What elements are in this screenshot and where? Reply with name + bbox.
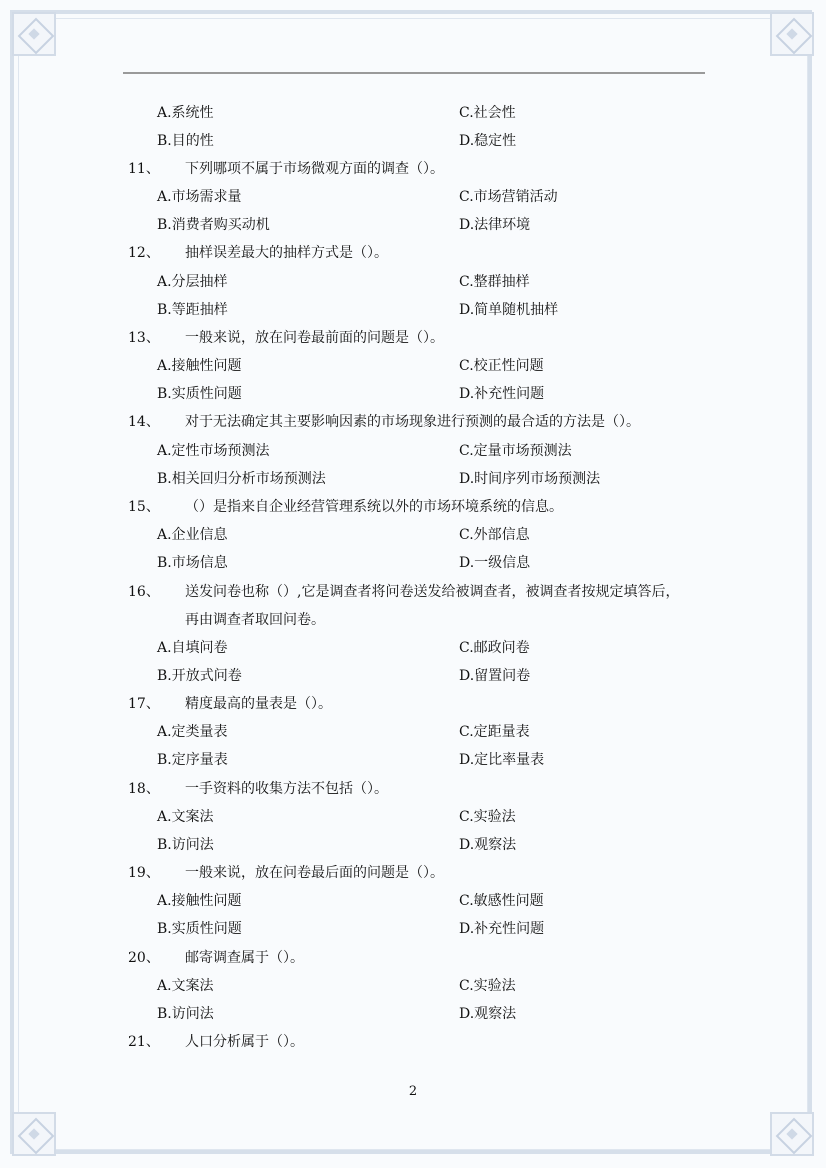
option-row — [0, 976, 826, 996]
option-c: C.邮政问卷 — [459, 640, 530, 656]
option-b: B.等距抽样 — [157, 302, 228, 318]
option-d: D.补充性问题 — [459, 921, 545, 937]
question-number: 18、 — [128, 781, 160, 797]
option-row — [0, 807, 826, 827]
corner-ornament-bottom-right — [770, 1112, 814, 1156]
option-row — [0, 666, 826, 686]
option-b: B.访问法 — [157, 837, 214, 853]
question-text: 一般来说，放在问卷最后面的问题是（）。 — [185, 865, 444, 881]
page-number: 2 — [408, 1084, 418, 1099]
question-row — [0, 863, 826, 883]
option-b: B.定序量表 — [157, 752, 228, 768]
question-text: 抽样误差最大的抽样方式是（）。 — [185, 245, 388, 261]
question-text: 对于无法确定其主要影响因素的市场现象进行预测的最合适的方法是（）。 — [185, 414, 640, 430]
question-number: 14、 — [128, 414, 160, 430]
option-c: C.整群抽样 — [459, 274, 530, 290]
question-row — [0, 694, 826, 714]
question-row — [0, 412, 826, 432]
question-row — [0, 779, 826, 799]
option-c: C.校正性问题 — [459, 358, 544, 374]
question-number: 11、 — [128, 161, 160, 177]
option-row — [0, 525, 826, 545]
option-b: B.实质性问题 — [157, 386, 242, 402]
option-a: A.文案法 — [157, 809, 214, 825]
question-number: 15、 — [128, 499, 160, 515]
question-text: 精度最高的量表是（）。 — [185, 696, 332, 712]
question-text: 送发问卷也称（）,它是调查者将问卷送发给被调查者，被调查者按规定填答后， — [185, 584, 680, 600]
question-number: 17、 — [128, 696, 160, 712]
option-row — [0, 187, 826, 207]
option-row — [0, 103, 826, 123]
option-d: D.稳定性 — [459, 133, 517, 149]
question-row — [0, 328, 826, 348]
option-row — [0, 441, 826, 461]
question-row — [0, 948, 826, 968]
option-c: C.实验法 — [459, 978, 516, 994]
option-b: B.开放式问卷 — [157, 668, 242, 684]
option-b: B.相关回归分析市场预测法 — [157, 471, 326, 487]
corner-ornament-top-left — [12, 12, 56, 56]
question-number: 12、 — [128, 245, 160, 261]
question-text: 一手资料的收集方法不包括（）。 — [185, 781, 388, 797]
option-a: A.文案法 — [157, 978, 214, 994]
option-a: A.接触性问题 — [157, 358, 242, 374]
option-c: C.社会性 — [459, 105, 516, 121]
option-row — [0, 131, 826, 151]
option-row — [0, 919, 826, 939]
option-b: B.目的性 — [157, 133, 214, 149]
option-row — [0, 272, 826, 292]
option-d: D.观察法 — [459, 1006, 517, 1022]
option-a: A.市场需求量 — [157, 189, 242, 205]
question-text: （）是指来自企业经营管理系统以外的市场环境系统的信息。 — [185, 499, 563, 515]
option-c: C.市场营销活动 — [459, 189, 558, 205]
option-a: A.分层抽样 — [157, 274, 228, 290]
option-row — [0, 384, 826, 404]
option-c: C.定量市场预测法 — [459, 443, 572, 459]
option-row — [0, 215, 826, 235]
question-text: 一般来说，放在问卷最前面的问题是（）。 — [185, 330, 444, 346]
option-d: D.定比率量表 — [459, 752, 545, 768]
question-text: 下列哪项不属于市场微观方面的调查（）。 — [185, 161, 444, 177]
option-row — [0, 750, 826, 770]
question-row — [0, 159, 826, 179]
question-text: 人口分析属于（）。 — [185, 1034, 304, 1050]
option-a: A.定类量表 — [157, 724, 228, 740]
option-d: D.补充性问题 — [459, 386, 545, 402]
option-row — [0, 722, 826, 742]
option-b: B.消费者购买动机 — [157, 217, 270, 233]
option-a: A.自填问卷 — [157, 640, 228, 656]
option-row — [0, 1004, 826, 1024]
option-d: D.留置问卷 — [459, 668, 531, 684]
option-d: D.法律环境 — [459, 217, 531, 233]
question-number: 16、 — [128, 584, 160, 600]
option-c: C.外部信息 — [459, 527, 530, 543]
option-d: D.简单随机抽样 — [459, 302, 559, 318]
option-d: D.时间序列市场预测法 — [459, 471, 601, 487]
header-rule — [123, 72, 705, 74]
option-row — [0, 469, 826, 489]
question-text-continued: 再由调查者取回问卷。 — [185, 612, 325, 628]
option-c: C.实验法 — [459, 809, 516, 825]
question-row-continued — [0, 610, 826, 630]
option-row — [0, 835, 826, 855]
question-text: 邮寄调查属于（）。 — [185, 950, 304, 966]
option-d: D.观察法 — [459, 837, 517, 853]
option-a: A.系统性 — [157, 105, 214, 121]
question-row — [0, 497, 826, 517]
question-row — [0, 582, 826, 602]
option-row — [0, 356, 826, 376]
question-number: 20、 — [128, 950, 160, 966]
corner-ornament-top-right — [770, 12, 814, 56]
option-row — [0, 300, 826, 320]
option-b: B.实质性问题 — [157, 921, 242, 937]
corner-ornament-bottom-left — [12, 1112, 56, 1156]
question-number: 13、 — [128, 330, 160, 346]
option-a: A.企业信息 — [157, 527, 228, 543]
option-c: C.定距量表 — [459, 724, 530, 740]
question-number: 21、 — [128, 1034, 160, 1050]
option-row — [0, 553, 826, 573]
option-a: A.接触性问题 — [157, 893, 242, 909]
option-b: B.市场信息 — [157, 555, 228, 571]
option-row — [0, 638, 826, 658]
question-row — [0, 243, 826, 263]
question-number: 19、 — [128, 865, 160, 881]
option-a: A.定性市场预测法 — [157, 443, 270, 459]
option-c: C.敏感性问题 — [459, 893, 544, 909]
question-row — [0, 1032, 826, 1052]
option-row — [0, 891, 826, 911]
option-d: D.一级信息 — [459, 555, 531, 571]
option-b: B.访问法 — [157, 1006, 214, 1022]
